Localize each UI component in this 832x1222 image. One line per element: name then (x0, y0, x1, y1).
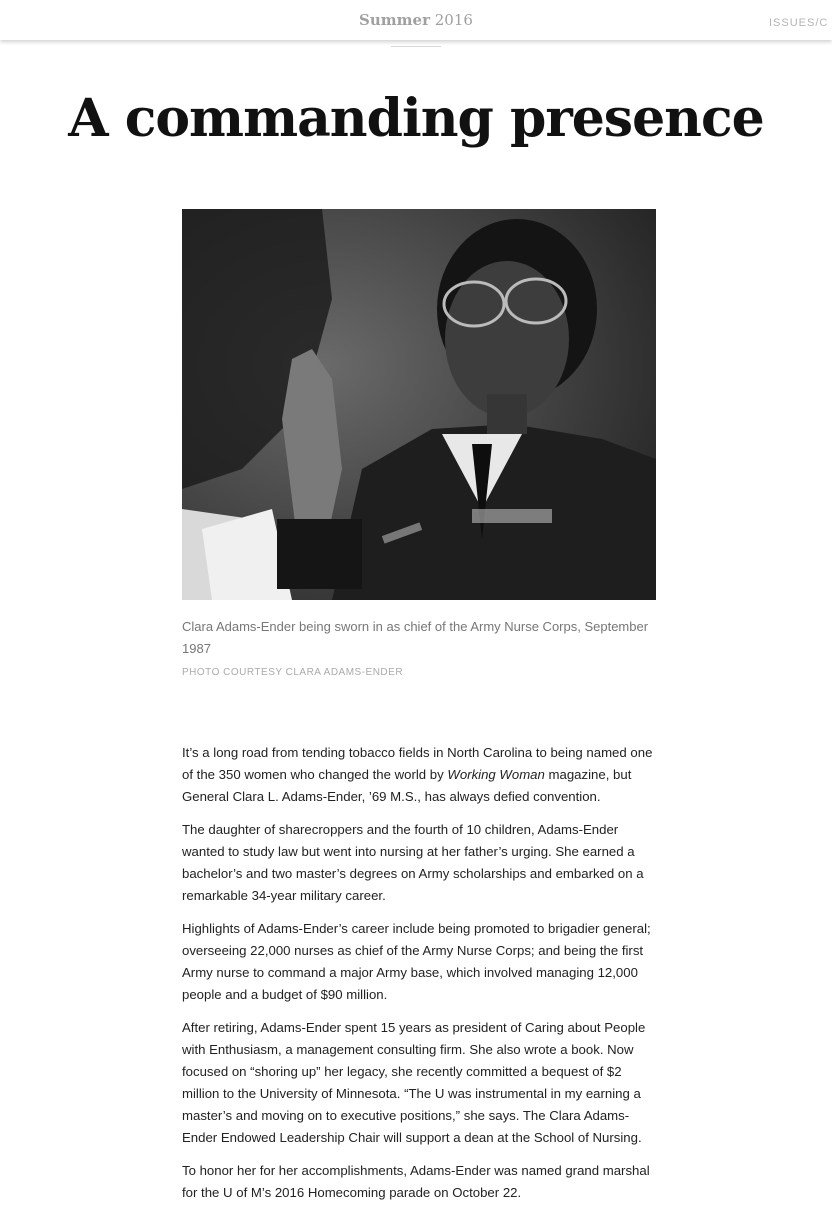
paragraph-1-part-b: magazine, but General Clara L. Adams-Ender, ’69 M.S., has always defied convention. (182, 767, 632, 804)
issue-season: Summer (359, 11, 430, 29)
article-body (182, 742, 658, 1215)
article-photo (182, 209, 656, 600)
publication-name: Working Woman (447, 767, 545, 782)
title-divider (391, 46, 441, 47)
issue-year: 2016 (434, 11, 473, 29)
photo-credit: PHOTO COURTESY CLARA ADAMS-ENDER (182, 667, 404, 678)
paragraph-1 (182, 742, 658, 808)
sworn-in-portrait-image (182, 209, 656, 600)
paragraph-4: After retiring, Adams-Ender spent 15 years as president of Caring about People with Enthusiasm, a management consulting firm. She also wrote a book. Now focused on “shoring up” her legacy, she recently committed a bequest of $2 million to the University of Minnesota. “The U was instrumental in my earning a master’s and moving on to executive positions,” she says. The Clara Adams-Ender Endowed Leadership Chair will support a dean at the School of Nursing. (182, 1020, 646, 1145)
issue-label[interactable] (0, 11, 832, 29)
breadcrumb[interactable]: ISSUES/C (769, 17, 829, 29)
top-header-bar (0, 0, 832, 40)
photo-caption: Clara Adams-Ender being sworn in as chief of the Army Nurse Corps, September 1987 (182, 619, 649, 656)
paragraph-5: To honor her for her accomplishments, Adams-Ender was named grand marshal for the U of M’s 2016 Homecoming parade on October 22. (182, 1163, 650, 1200)
page-title: A commanding presence (68, 88, 764, 149)
paragraph-2: The daughter of sharecroppers and the fourth of 10 children, Adams-Ender wanted to study law but went into nursing at her father’s urging. She earned a bachelor’s and two master’s degrees on Army scholarships and embarked on a remarkable 34-year military career. (182, 822, 644, 903)
paragraph-1-part-a: It’s a long road from tending tobacco fields in North Carolina to being named one of the 350 women who changed the world by (182, 745, 653, 782)
paragraph-3: Highlights of Adams-Ender’s career include being promoted to brigadier general; overseeing 22,000 nurses as chief of the Army Nurse Corps; and being the first Army nurse to command a major Army base, which involved managing 12,000 people and a budget of $90 million. (182, 921, 651, 1002)
